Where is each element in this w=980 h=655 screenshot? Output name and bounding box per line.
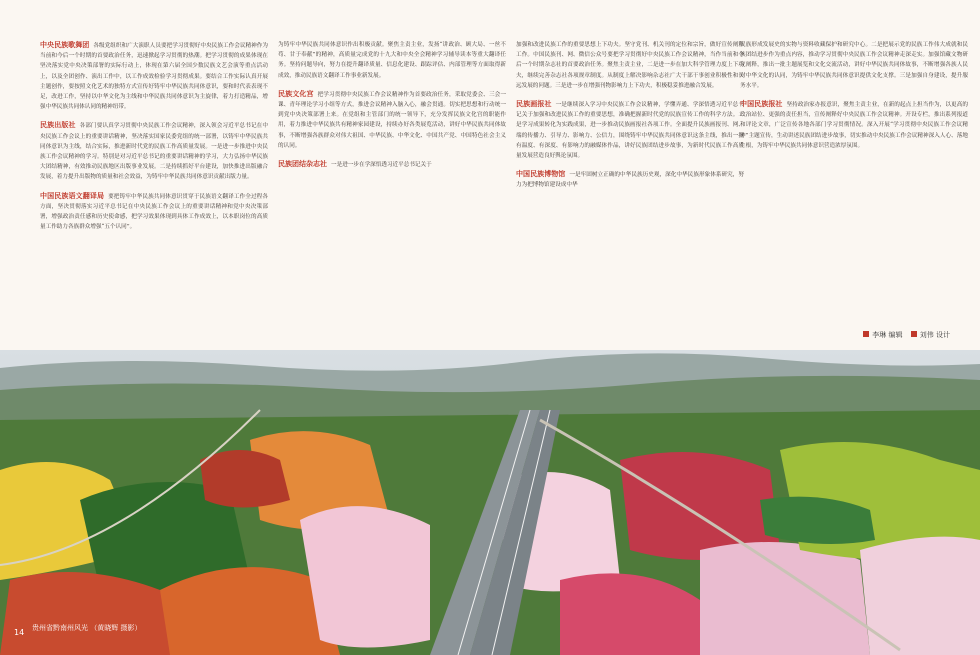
section-text: 各部门要认真学习贯彻中央民族工作会议精神，深入领会习近平总书记在中央民族工作会议上的重要讲话精神，坚决落实国家民委党组的统一部署，以铸牢中华民族共同体意识为主线，结合实际，推进新时代党的民族工作高质量发展。一是进一步推进中央民族工作会议精神的学习。特别是对习近平总书记的重要讲话精神的学习，大力弘扬中华民族大团结精神，有效推动民族地区出版事业发展。二是持续抓好平台建设，加快推进出版融合发展，着力提升出版物的质量和社会效益，为铸牢中华民族共同体意识贡献出版力量。 <box>40 123 268 181</box>
section-text: 民族形成发展史的实物与资料收藏保护和研究中心。二是把展示党的民族工作伟大成就和民族团结进步作为重点内容，推动学习贯彻中央民族工作会议精神走深走实。加强馆藏文物研究阐释，推出一批主题展览和文化交流活动，讲好中华民族共同体故事，不断增强各族人民对中华文化的认同，为铸牢中华民族共同体意识提供文化支撑。三是加强自身建设，提升服务水平。 <box>740 42 968 89</box>
section-text: 一是进一步在学深悟透习近平总书记关于 <box>331 162 432 169</box>
paragraph <box>278 159 506 170</box>
paragraph <box>40 120 268 182</box>
paragraph <box>740 99 968 151</box>
column-1 <box>40 40 268 340</box>
credit-marker <box>911 331 917 337</box>
paragraph <box>40 191 268 233</box>
paragraph <box>40 40 268 112</box>
landscape-illustration <box>0 350 980 655</box>
section-head: 中国民族博物馆 <box>516 169 566 179</box>
section-text: 加强和改进民族工作的重要思想上下功夫。坚守党刊、机关刊的定位和宗旨，做好宣传阐释工作。中国民族刊、网、微信公众号要把学习贯彻好中央民族工作会议精神，当作当前和今后一个时期杂志社的首要政治任务。聚焦主责主业，二是进一步在加大科学管理力度上下功夫，继续完善杂志社各项规章制度。从制度上解决影响杂志社广大干部干事创业积极性和长远发展的问题。三是进一步在增强刊物影响力上下功夫，积极稳妥推进融合发展。 <box>516 42 744 89</box>
section-head: 中国民族报社 <box>740 99 783 109</box>
caption-text: 贵州省黔南州风光 <box>32 624 88 632</box>
section-text: 为铸牢中华民族共同体意识作出积极贡献。聚焦主责主业，发扬“讲政治、顾大局、一丝不苟、甘于奉献”的精神，高质量完成党的十九大和中央全会精神学习辅导读本等重大翻译任务。坚持问题导向，努力在提升翻译质量、信息化建设、跟踪评估、内部管理等方面取得新成效，推动民族语文翻译工作事业新发展。 <box>278 42 506 79</box>
paragraph <box>278 40 506 81</box>
section-head: 民族团结杂志社 <box>278 159 327 169</box>
column-3 <box>516 40 744 340</box>
paragraph <box>278 89 506 151</box>
section-head: 民族文化宫 <box>278 88 314 98</box>
section-text: 坚持政治家办报意识，聚焦主责主业，在新的起点上担当作为，以更高的政治站位、更强的责任担当，宣传阐释好中央民族工作会议精神。开设专栏，推出系列报道和评论文章，广泛宣传各地各部门学习贯彻情况。深入开展“学习贯彻中央民族工作会议精神”主题宣传，生动讲述民族团结进步故事，切实推动中央民族工作会议精神深入人心、落地生根，为铸牢中华民族共同体意识营造浓厚氛围。 <box>740 102 968 149</box>
landscape-photo <box>0 350 980 655</box>
section-text: 把学习贯彻中央民族工作会议精神作为首要政治任务，采取党委会、三会一课、青年理论学习小组等方式，推进会议精神入脑入心，融会贯通。切实把思想和行动统一到党中央决策部署上来。在党组和主管部门的统一领导下，充分发挥民族文化宫的职能作用，着力推进中华民族共有精神家园建设，持续办好各类展览活动，讲好中华民族共同体故事，不断增强各族群众对伟大祖国、中华民族、中华文化、中国共产党、中国特色社会主义的认同。 <box>278 91 506 149</box>
section-text: 各级党组织和广大演职人员要把学习贯彻好中央民族工作会议精神作为当前和今后一个时期的首要政治任务，迅速掀起学习贯彻的热潮。把学习贯彻的成果体现在坚决落实党中央决策部署的实际行动上，体现在第六届全国少数民族文艺会演等重点活动上，以及全团创作、演出工作中，以工作成效检验学习贯彻成果。要结合工作实际认真开展主题创作，要按照文化艺术的独特方式宣传好铸牢中华民族共同体意识，要和时代表表现不足，改进工作，坚持以中华文化为主线和中华民族共同体意识为主旋律，着力打造精品，增强中华民族共同体认同的精神纽带。 <box>40 43 268 111</box>
section-text: 一是继续深入学习中央民族工作会议精神，学懂弄通、学深悟透习近平总书记关于加强和改进民族工作的重要思想，准确把握新时代党的民族宣传工作的科学方法。二是学习成果转化为实践成果，进一步推动民族画报社各项工作。全面提升民族画报刊、网、端的传播力、引导力、影响力、公信力，围绕铸牢中华民族共同体意识这条主线，推出一批有温度、有深度、有影响力的融媒体作品，讲好民族团结进步故事，为新时代民族工作高质量发展营造良好舆论氛围。 <box>516 102 744 160</box>
paragraph <box>516 169 744 190</box>
section-head: 中央民族歌舞团 <box>40 40 90 49</box>
column-2 <box>278 40 506 340</box>
paragraph <box>740 40 968 91</box>
designer-credit: 刘伟 设计 <box>919 331 950 339</box>
photo-credit: （黄晓辉 摄影） <box>90 624 142 632</box>
paragraph <box>516 99 744 161</box>
section-head: 中国民族语文翻译局 <box>40 190 105 200</box>
credits <box>857 330 950 340</box>
section-text: 一是牢固树立正确的中华民族历史观，深化中华民族形象体系研究，努力为把博物馆建设成中华 <box>516 172 744 189</box>
credit-marker <box>863 331 869 337</box>
editor-credit: 李琳 编辑 <box>872 331 903 339</box>
section-text: 要把铸牢中华民族共同体意识贯穿于民族语文翻译工作全过程各方面，坚决贯彻落实习近平总书记在中央民族工作会议上的重要讲话精神和党中央决策部署，增强政治责任感和历史使命感，把学习效果体现到具体工作成效上，以本职岗位的高质量工作助力各族群众增强“五个认同”。 <box>40 193 268 231</box>
section-head: 民族出版社 <box>40 120 76 130</box>
page-number: 14 <box>14 628 25 637</box>
paragraph <box>516 40 744 91</box>
column-4 <box>740 40 968 340</box>
section-head: 民族画报社 <box>516 99 552 109</box>
photo-caption <box>32 623 141 633</box>
